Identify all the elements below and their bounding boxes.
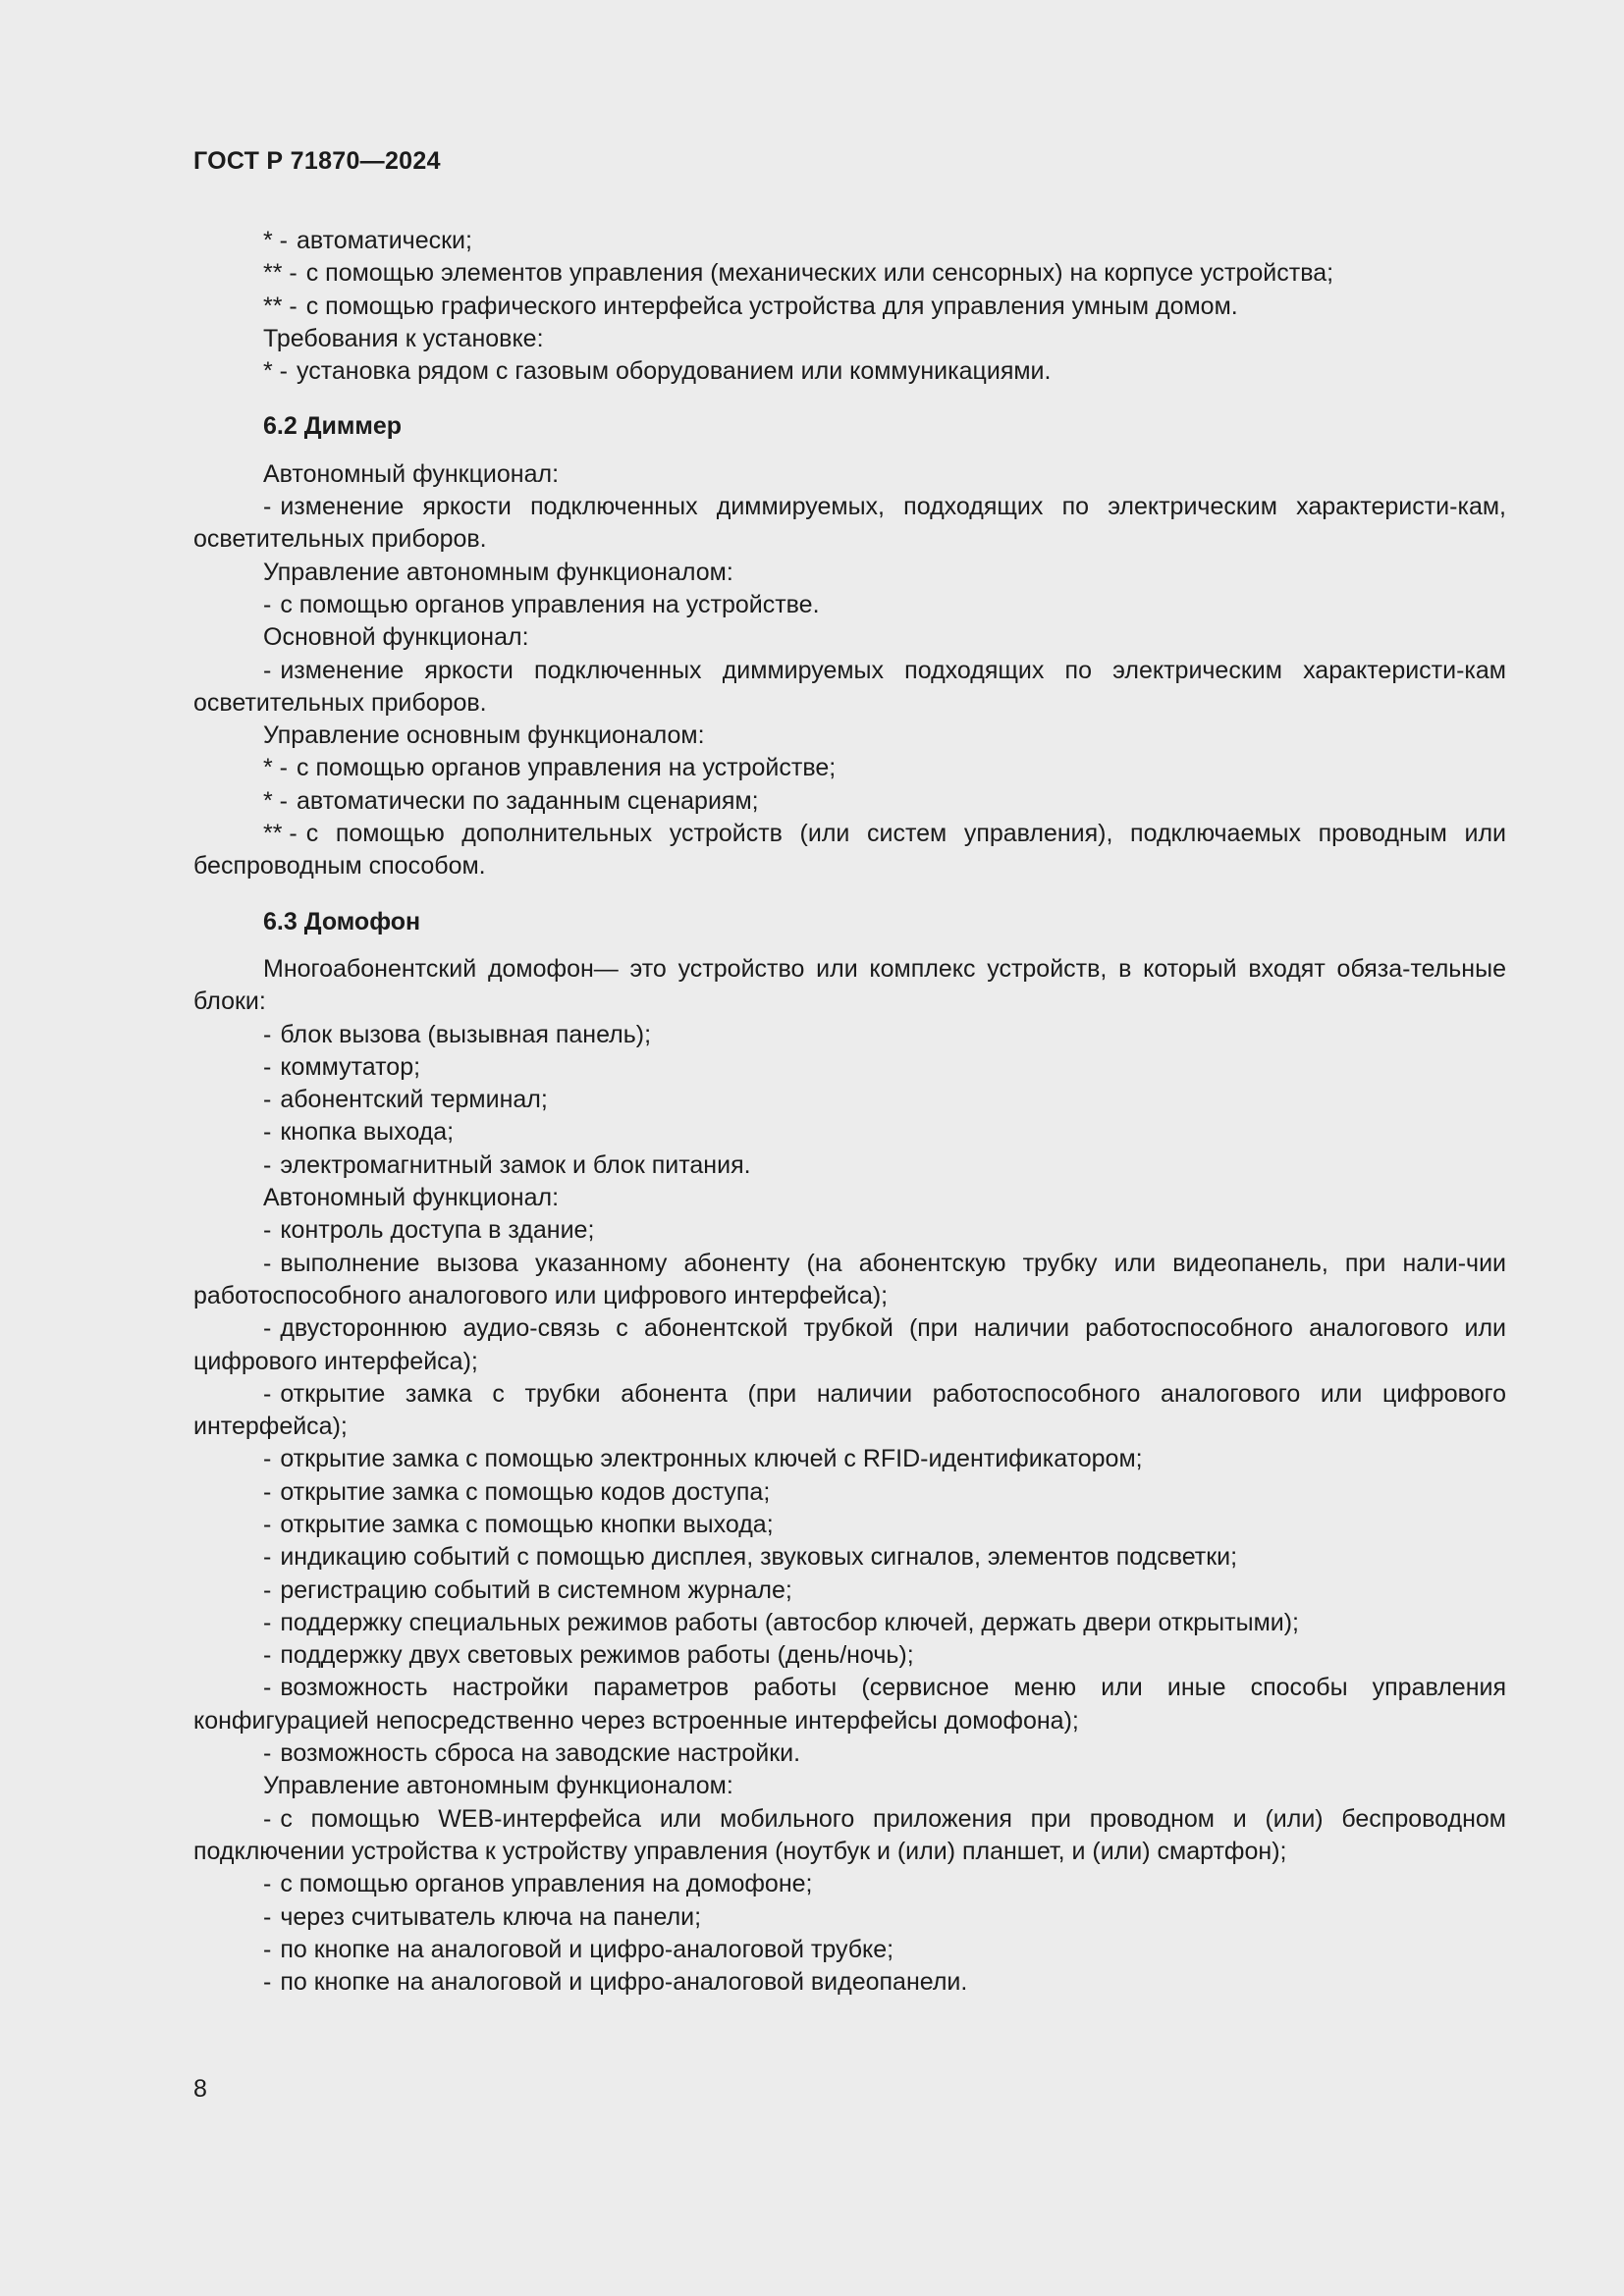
list-marker: - [263, 1216, 272, 1245]
list-item-text: изменение яркости подключенных диммируемых подходящих по электрическим характеристи-кам осветительных приборов. [193, 656, 1506, 717]
list-marker: - [263, 1314, 272, 1343]
list-marker: - [263, 1086, 272, 1114]
list-item [193, 1934, 1506, 1966]
install-requirements-label: Требования к установке: [263, 324, 544, 352]
list-marker: - [263, 1118, 272, 1147]
list-item [193, 1639, 1506, 1672]
list-item-text: поддержку специальных режимов работы (автосбор ключей, держать двери открытыми); [280, 1608, 1299, 1636]
list-item-text: кнопка выхода; [280, 1118, 455, 1147]
list-marker: - [263, 1739, 272, 1768]
list-item-text: с помощью графического интерфейса устройства для управления умным домом. [305, 292, 1238, 320]
list-item-text: открытие замка с трубки абонента (при наличии работоспособного аналогового или цифрового интерфейса); [193, 1379, 1506, 1441]
paragraph-label: Автономный функционал: [263, 1184, 560, 1212]
list-item [193, 1541, 1506, 1574]
section-heading-dimmer: 6.2 Диммер [263, 412, 403, 441]
intercom-description: Многоабонентский домофон— это устройство или комплекс устройств, в который входят обяза-тельные блоки: [193, 954, 1506, 1016]
list-item [193, 1901, 1506, 1934]
list-item [193, 818, 1506, 883]
list-item-text: выполнение вызова указанному абоненту (на абонентскую трубку или видеопанель, при нали-чии работоспособного аналогового или цифрового интерфейса); [193, 1249, 1506, 1309]
list-item [193, 1509, 1506, 1541]
list-item-text: с помощью органов управления на устройстве. [280, 590, 820, 618]
list-item-text: с помощью WEB-интерфейса или мобильного приложения при проводном и (или) беспроводном подключении устройства к устройству управления (ноутбук и (или) планшет, и (или) смартфон); [193, 1804, 1506, 1865]
paragraph-label: Управление основным функционалом: [263, 721, 705, 750]
list-item-text: с помощью дополнительных устройств (или систем управления), подключаемых проводным или беспроводным способом. [193, 820, 1506, 881]
paragraph-label: Управление автономным функционалом: [263, 558, 733, 586]
list-item [193, 1443, 1506, 1475]
list-item [193, 291, 1506, 323]
paragraph-label: Управление автономным функционалом: [263, 1772, 733, 1800]
list-item [193, 1966, 1506, 1999]
list-item [193, 355, 1506, 388]
list-item-text: открытие замка с помощью кнопки выхода; [280, 1510, 774, 1538]
list-item [193, 1803, 1506, 1869]
list-marker: - [263, 1249, 272, 1277]
list-item-text: с помощью органов управления на устройстве; [297, 754, 837, 782]
paragraph-label: Основной функционал: [263, 623, 529, 652]
list-item-text: открытие замка с помощью электронных ключей с RFID-идентификатором; [280, 1445, 1143, 1473]
list-marker: - [263, 1575, 272, 1604]
paragraph-label: Автономный функционал: [263, 459, 560, 488]
list-marker: * - [263, 754, 288, 782]
list-item-text: с помощью элементов управления (механических или сенсорных) на корпусе устройства; [305, 259, 1334, 288]
document-body [193, 225, 1506, 1999]
list-item [193, 1672, 1506, 1737]
list-item-text: автоматически по заданным сценариям; [297, 786, 759, 815]
list-marker: ** - [263, 292, 298, 320]
list-marker: - [263, 1902, 272, 1931]
list-item-text: индикацию событий с помощью дисплея, звуковых сигналов, элементов подсветки; [280, 1543, 1238, 1572]
list-marker: * - [263, 357, 288, 386]
list-marker: - [263, 1150, 272, 1179]
list-item-text: контроль доступа в здание; [280, 1216, 595, 1245]
list-item-text: установка рядом с газовым оборудованием или коммуникациями. [297, 357, 1052, 386]
list-item [193, 1607, 1506, 1639]
list-item [193, 1084, 1506, 1116]
list-marker: ** - [263, 259, 298, 288]
list-marker: - [263, 1870, 272, 1898]
document-code-header: ГОСТ Р 71870—2024 [193, 147, 441, 175]
list-item [193, 1312, 1506, 1378]
list-item-text: поддержку двух световых режимов работы (день/ночь); [280, 1641, 914, 1670]
list-item [193, 589, 1506, 621]
list-item-text: возможность настройки параметров работы (сервисное меню или иные способы управления конфигурацией непосредственно через встроенные интерфейсы домофона); [193, 1674, 1506, 1735]
list-item-text: коммутатор; [280, 1052, 421, 1081]
list-item [193, 1116, 1506, 1148]
list-item-text: возможность сброса на заводские настройки. [280, 1739, 801, 1768]
list-item-text: регистрацию событий в системном журнале; [280, 1575, 792, 1604]
list-item [193, 1378, 1506, 1444]
list-item [193, 225, 1506, 257]
list-item [193, 1051, 1506, 1084]
list-item [193, 491, 1506, 557]
list-item [193, 1019, 1506, 1051]
list-marker: - [263, 1052, 272, 1081]
list-item-text: открытие замка с помощью кодов доступа; [280, 1477, 771, 1506]
list-marker: * - [263, 786, 288, 815]
list-marker: - [263, 1968, 272, 1997]
list-item-text: автоматически; [297, 227, 472, 254]
list-item [193, 257, 1506, 290]
list-marker: - [263, 1445, 272, 1473]
list-item-text: электромагнитный замок и блок питания. [280, 1150, 751, 1179]
list-marker: - [263, 1379, 272, 1408]
list-item [193, 1214, 1506, 1247]
list-marker: - [263, 1641, 272, 1670]
page-number: 8 [193, 2075, 207, 2103]
list-marker: - [263, 493, 272, 521]
list-marker: - [263, 1804, 272, 1833]
list-marker: - [263, 590, 272, 618]
list-item-text: с помощью органов управления на домофоне; [280, 1870, 813, 1898]
list-item [193, 785, 1506, 818]
list-marker: - [263, 1477, 272, 1506]
list-marker: - [263, 1608, 272, 1636]
list-item [193, 655, 1506, 721]
list-marker: - [263, 1674, 272, 1702]
list-item [193, 1737, 1506, 1770]
list-item-text: изменение яркости подключенных диммируемых, подходящих по электрическим характеристи-кам, осветительных приборов. [193, 493, 1506, 554]
list-item-text: абонентский терминал; [280, 1086, 548, 1114]
list-item-text: по кнопке на аналоговой и цифро-аналоговой трубке; [280, 1935, 894, 1963]
list-marker: * - [263, 227, 288, 254]
list-marker: - [263, 1510, 272, 1538]
list-item-text: через считыватель ключа на панели; [280, 1902, 702, 1931]
list-item [193, 1476, 1506, 1509]
list-marker: - [263, 1020, 272, 1048]
list-item [193, 1248, 1506, 1313]
list-item [193, 1868, 1506, 1900]
list-item [193, 752, 1506, 784]
list-item [193, 1149, 1506, 1182]
list-item-text: двустороннюю аудио-связь с абонентской трубкой (при наличии работоспособного аналогового или цифрового интерфейса); [193, 1314, 1506, 1375]
list-marker: - [263, 656, 272, 684]
list-marker: ** - [263, 820, 298, 848]
list-marker: - [263, 1935, 272, 1963]
list-item-text: по кнопке на аналоговой и цифро-аналоговой видеопанели. [280, 1968, 968, 1997]
list-item [193, 1575, 1506, 1607]
list-marker: - [263, 1543, 272, 1572]
section-heading-intercom: 6.3 Домофон [263, 907, 421, 935]
list-item-text: блок вызова (вызывная панель); [280, 1020, 652, 1048]
